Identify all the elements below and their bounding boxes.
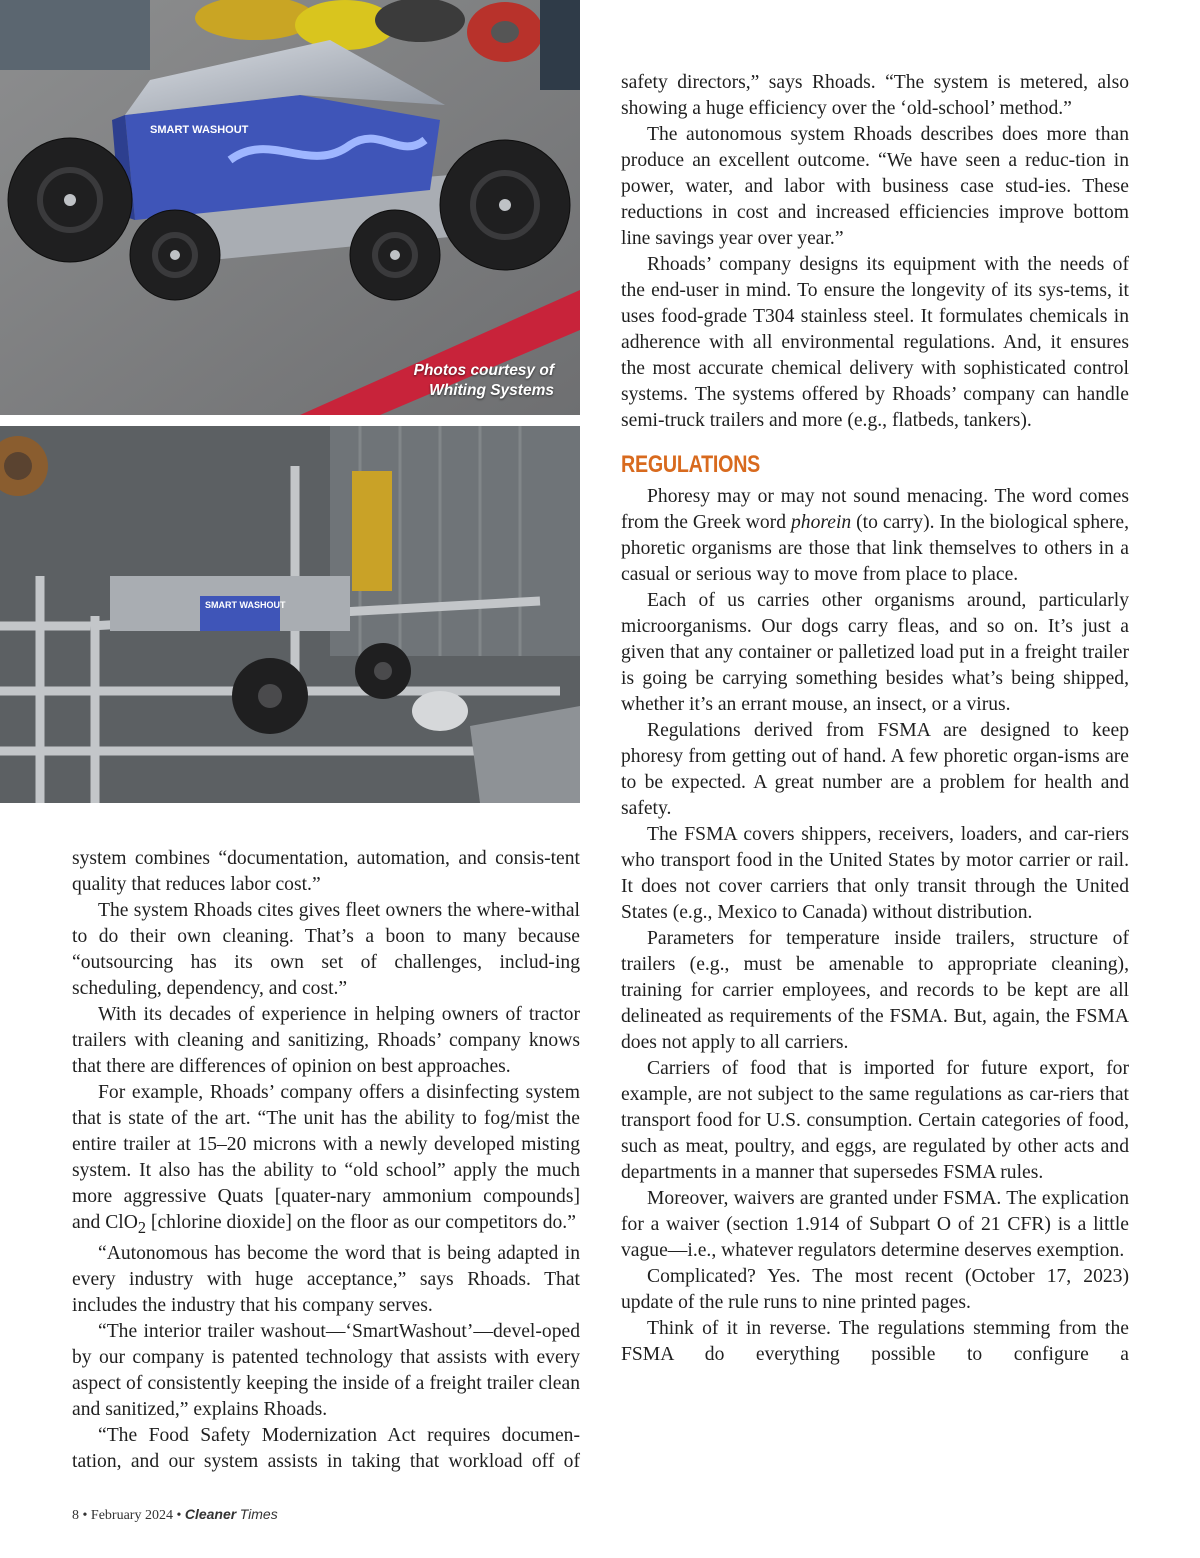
footer-separator: • [79, 1508, 91, 1523]
paragraph-text: Phoresy may or may not sound menacing. The word comes from the Greek word [621, 486, 1129, 533]
photo-robot-in-trailer [0, 426, 580, 803]
paragraph: The FSMA covers shippers, receivers, loaders, and car-riers who transport food in the United States by motor carrier or rail. It does not cover carriers that only transit through the United States (e.g., Mexico to Canada) without distribution. [621, 824, 1129, 923]
photo-credit-line: Photos courtesy of [413, 362, 554, 379]
paragraph: Rhoads’ company designs its equipment with the needs of the end-user in mind. To ensure the longevity of its sys-tems, it uses food-grade T304 stainless steel. It formulates chemicals in adherence with all environmental regulations. And, it ensures the most accurate chemical delivery with sophisticated control systems. The systems offered by Rhoads’ company can handle semi-truck trailers and more (e.g., flatbeds, tankers). [621, 254, 1129, 431]
photo-smartwashout-robot [0, 0, 580, 415]
paragraph: Each of us carries other organisms around, particularly microorganisms. Our dogs carry fleas, and so on. It’s just a given that any container or palletized load put in a freight trailer is going be carrying something besides what’s being shipped, whether it’s an errant mouse, an insect, or a virus. [621, 590, 1129, 715]
paragraph: system combines “documentation, automation, and consis-tent quality that reduces labor cost.” [72, 848, 580, 895]
page-footer [72, 1506, 278, 1524]
italic-term: phorein [790, 512, 852, 533]
machine-label-top: SMART WASHOUT [150, 124, 249, 136]
paragraph: “The interior trailer washout—‘SmartWashout’—devel-oped by our company is patented technology that assists with every aspect of consistently keeping the inside of a freight trailer clean and sanitized,” explains Rhoads. [72, 1320, 580, 1420]
issue-date: February 2024 [90, 1508, 173, 1523]
paragraph: “Autonomous has become the word that is being adapted in every industry with huge acceptance,” says Rhoads. That includes the industry that his company serves. [72, 1242, 580, 1316]
paragraph-text: (to carry). In the biological sphere, phoretic organisms are those that link themselves to others in a casual or serious way to move from place to place. [621, 512, 1129, 585]
paragraph: “The Food Safety Modernization Act requires documen-tation, and our system assists in taking that workload off of [72, 1424, 580, 1472]
paragraph: Parameters for temperature inside trailers, structure of trailers (e.g., must be amenable to appropriate cleaning), training for carrier employees, and records to be kept are all delineated as requirements of the FSMA. But, again, the FSMA does not apply to all carriers. [621, 928, 1129, 1053]
paragraph [621, 484, 1129, 588]
paragraph: Think of it in reverse. The regulations stemming from the FSMA do everything possible to configure a [621, 1318, 1129, 1365]
publication-name: Cleaner [184, 1506, 237, 1522]
section-heading: REGULATIONS [621, 451, 761, 478]
paragraph: The autonomous system Rhoads describes does more than produce an excellent outcome. “We have seen a reduc-tion in power, water, and labor with business case stud-ies. These reductions in cost and increased efficiencies improve bottom line savings year over year.” [621, 124, 1129, 249]
machine-label-bottom: SMART WASHOUT [205, 600, 286, 610]
photo-credit-line: Whiting Systems [429, 382, 554, 399]
subscript: 2 [137, 1217, 147, 1237]
paragraph: Carriers of food that is imported for future export, for example, are not subject to the same regulations as car-riers that transport food for U.S. consumption. Certain categories of food, such as meat, poultry, and eggs, are regulated by other acts and departments in a manner that supersedes FSMA rules. [621, 1058, 1129, 1183]
paragraph: Regulations derived from FSMA are designed to keep phoresy from getting out of hand. A few phoretic organ-isms are to be expected. A great number are a problem for health and safety. [621, 720, 1129, 819]
paragraph [72, 1080, 580, 1241]
photo-credit [414, 361, 554, 401]
paragraph-text: [chlorine dioxide] on the floor as our competitors do.” [146, 1212, 576, 1233]
right-column [621, 70, 1129, 1368]
paragraph: Moreover, waivers are granted under FSMA. The explication for a waiver (section 1.914 of Subpart O of 21 CFR) is a little vague—i.e., whatever regulators determine deserves exemption. [621, 1188, 1129, 1261]
page-number: 8 [72, 1508, 79, 1523]
paragraph: safety directors,” says Rhoads. “The system is metered, also showing a huge efficiency over the ‘old-school’ method.” [621, 72, 1129, 119]
paragraph-text: For example, Rhoads’ company offers a disinfecting system that is state of the art. “The unit has the ability to fog/mist the entire trailer at 15–20 microns with a newly developed misting system. It also has the ability to “old school” apply the much more aggressive Quats [quater-nary ammonium compounds] and ClO [72, 1082, 580, 1233]
left-column [72, 846, 580, 1475]
publication-name: Times [239, 1506, 278, 1522]
footer-separator: • [172, 1508, 185, 1523]
paragraph: Complicated? Yes. The most recent (October 17, 2023) update of the rule runs to nine printed pages. [621, 1266, 1129, 1313]
paragraph: The system Rhoads cites gives fleet owners the where-withal to do their own cleaning. That’s a boon to many because “outsourcing has its own set of challenges, includ-ing scheduling, dependency, and cost.” [72, 900, 580, 999]
paragraph: With its decades of experience in helping owners of tractor trailers with cleaning and sanitizing, Rhoads’ company knows that there are differences of opinion on best approaches. [72, 1004, 580, 1077]
